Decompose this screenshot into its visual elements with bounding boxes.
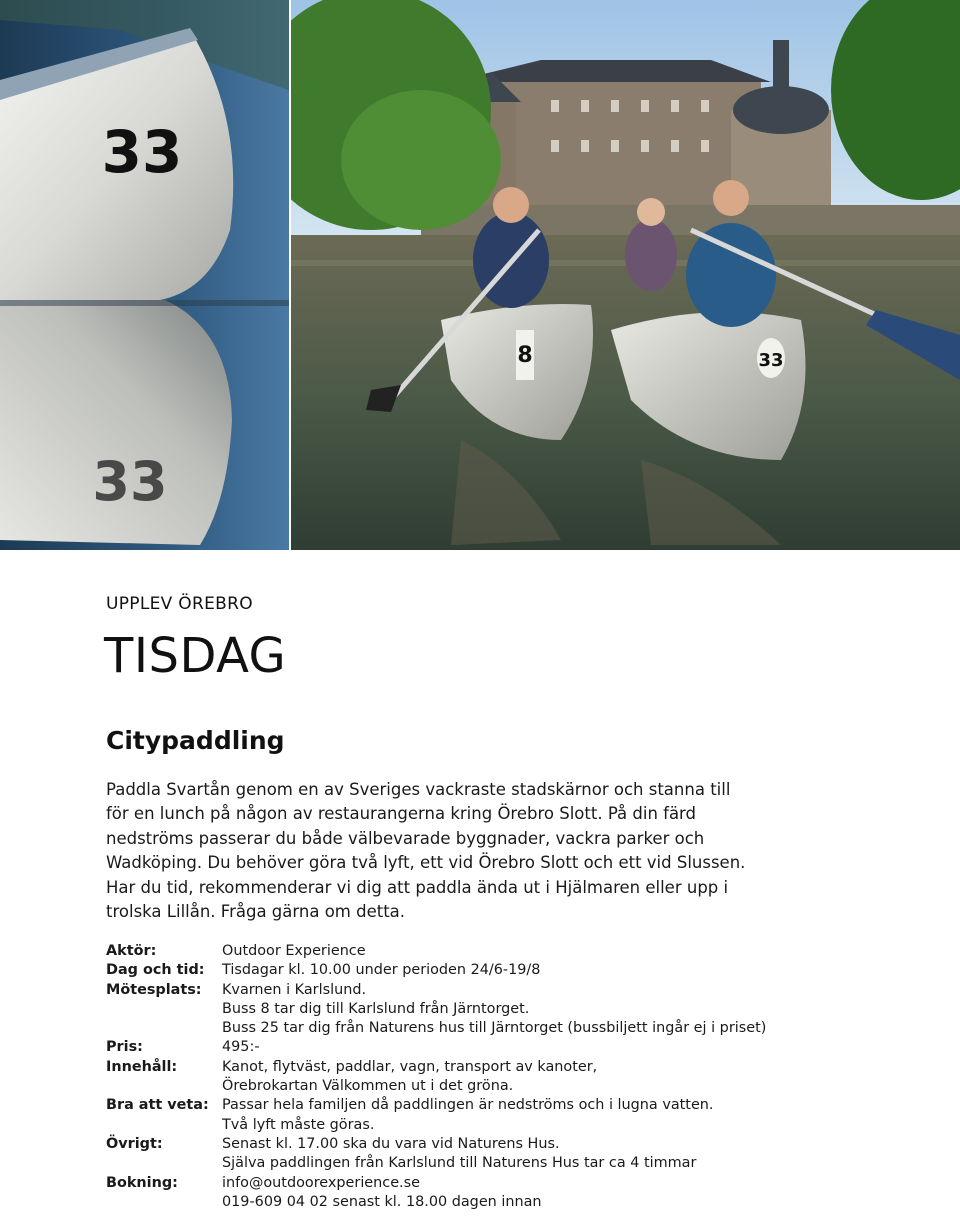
detail-value-line: Tisdagar kl. 10.00 under perioden 24/6-19/8 [222,962,541,979]
detail-value-line: Kanot, flytväst, paddlar, vagn, transport av kanoter, [222,1058,598,1075]
detail-label: Pris: [106,1039,143,1056]
detail-value [222,1038,906,1057]
detail-value-line: Två lyft måste göras. [222,1116,375,1133]
detail-row [106,1135,906,1174]
detail-value [222,1058,906,1097]
detail-row [106,1096,906,1135]
detail-value [222,942,906,961]
detail-value-line: Örebrokartan Välkommen ut i det gröna. [222,1078,514,1095]
detail-value [222,1174,906,1213]
detail-label: Bokning: [106,1174,178,1191]
event-details [106,942,906,1212]
detail-value-line: Outdoor Experience [222,943,366,959]
detail-row [106,1058,906,1097]
detail-row [106,961,906,980]
canoe-number: 33 [101,118,183,186]
detail-value [222,981,906,1039]
canoe-number-reflection: 33 [92,450,168,513]
detail-value-line: Själva paddlingen från Karlslund till Naturens Hus tar ca 4 timmar [222,1155,697,1172]
detail-value-line: Passar hela familjen då paddlingen är nedströms och i lugna vatten. [222,1097,714,1114]
canoe-number-right: 33 [758,350,784,371]
detail-value [222,1135,906,1174]
detail-value-line: 495:- [222,1039,260,1056]
detail-label: Övrigt: [106,1135,163,1152]
photo-strip [0,0,960,550]
detail-value [222,961,906,980]
event-description: Paddla Svartån genom en av Sveriges vackraste stadskärnor och stanna till för en lunch på någon av restaurangerna kring Örebro Slott. På din färd nedströms passerar du både välbevarade byggnader, vackra parker och Wadköping. Du behöver göra två lyft, ett vid Örebro Slott och ett vid Slussen. Har du tid, rekommenderar vi dig att paddla ända ut i Hjälmaren eller upp i trolska Lillån. Fråga gärna om detta. [106,780,746,922]
detail-value [222,1096,906,1135]
detail-value-line: 019-609 04 02 senast kl. 18.00 dagen innan [222,1193,542,1210]
detail-label: Innehåll: [106,1058,178,1075]
section-kicker: UPPLEV ÖREBRO [106,594,253,614]
detail-row [106,1038,906,1057]
detail-value-line: info@outdoorexperience.se [222,1174,420,1191]
event-title: Citypaddling [106,726,285,755]
detail-value-line: Senast kl. 17.00 ska du vara vid Naturens Hus. [222,1135,560,1152]
detail-label: Aktör: [106,943,157,959]
detail-label: Bra att veta: [106,1097,209,1114]
day-heading: TISDAG [104,628,287,684]
detail-value-line: Buss 8 tar dig till Karlslund från Järntorget. [222,1000,530,1017]
detail-row [106,1174,906,1213]
canoe-closeup-photo [0,0,289,550]
detail-label: Mötesplats: [106,981,202,998]
canoeing-castle-photo [291,0,960,550]
detail-row [106,981,906,1039]
detail-value-line: Kvarnen i Karlslund. [222,981,367,998]
canoe-number-small: 8 [517,343,533,368]
detail-row [106,942,906,961]
detail-value-line: Buss 25 tar dig från Naturens hus till Järntorget (bussbiljett ingår ej i priset) [222,1020,767,1037]
detail-label: Dag och tid: [106,962,205,979]
